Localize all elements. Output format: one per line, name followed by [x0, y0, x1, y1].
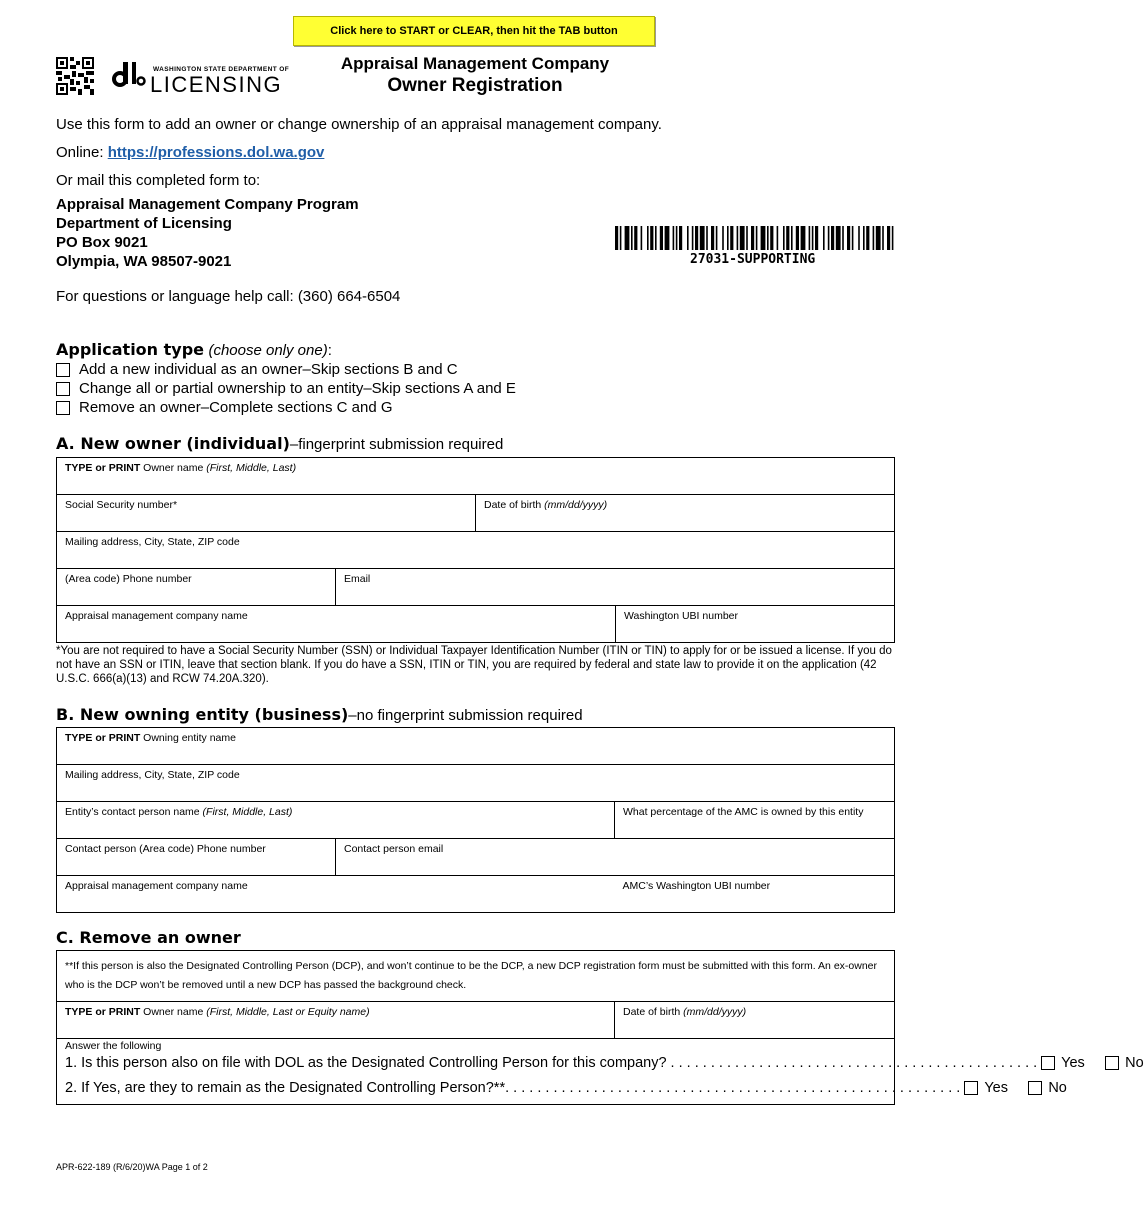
mailing-cell — [57, 532, 895, 569]
checkbox[interactable] — [56, 401, 70, 415]
q1-yes-option[interactable] — [1041, 1055, 1101, 1071]
type-print-label: TYPE or PRINT — [65, 462, 141, 474]
application-type-options — [56, 360, 516, 417]
owner-name-label: Owner name — [140, 462, 207, 474]
percent-input[interactable] — [623, 818, 886, 832]
option-add-individual[interactable] — [56, 360, 516, 379]
online-line — [56, 144, 324, 161]
entity-name-input[interactable] — [65, 744, 886, 758]
questions-cell — [57, 1039, 1144, 1105]
yes-label: Yes — [984, 1080, 1008, 1096]
section-c-heading: C. Remove an owner — [56, 928, 241, 947]
remove-dob-hint: (mm/dd/yyyy) — [683, 1006, 747, 1018]
form-title-line2: Owner Registration — [387, 75, 563, 96]
q2-yes-option[interactable] — [964, 1080, 1024, 1096]
contact-phone-label: Contact person (Area code) Phone number — [65, 843, 266, 855]
address-line: PO Box 9021 — [56, 234, 148, 251]
option-change-entity[interactable] — [56, 379, 516, 398]
no-label: No — [1048, 1080, 1067, 1096]
section-a-heading — [56, 434, 503, 453]
mail-intro: Or mail this completed form to: — [56, 172, 261, 189]
q1-yes-checkbox[interactable] — [1041, 1056, 1055, 1070]
logo-agency-text: WASHINGTON STATE DEPARTMENT OF — [153, 66, 290, 73]
app-type-hint: (choose only one) — [208, 342, 328, 359]
entity-name-label: Owning entity name — [140, 732, 236, 744]
dob-label: Date of birth — [484, 499, 545, 511]
barcode-text: 27031-SUPPORTING — [690, 252, 816, 267]
remove-owner-name-input[interactable] — [65, 1018, 606, 1032]
intro-text: Use this form to add an owner or change ownership of an appraisal management company. — [56, 116, 662, 133]
section-b-heading — [56, 705, 583, 724]
contact-email-cell — [336, 839, 895, 876]
checkbox[interactable] — [56, 363, 70, 377]
mailing-address — [56, 195, 359, 271]
contact-name-input[interactable] — [65, 818, 606, 832]
entity-ubi-input[interactable] — [623, 892, 887, 906]
ubi-cell — [616, 606, 895, 643]
amc-name-input[interactable] — [65, 622, 607, 636]
application-type-heading — [56, 340, 332, 360]
ubi-input[interactable] — [624, 622, 886, 636]
ssn-label: Social Security number* — [65, 499, 178, 511]
entity-ubi-cell — [615, 876, 895, 913]
section-b-tail: –no fingerprint submission required — [348, 707, 583, 724]
contact-name-cell — [57, 802, 615, 839]
question-1-text: 1. Is this person also on file with DOL as the Designated Controlling Person for this company? . . . . . . . . . . . . . . . . . . . . . . . . . . . . . . . . . . . . . . . . . . . . . . — [65, 1055, 1038, 1071]
contact-email-input[interactable] — [344, 855, 886, 869]
q2-no-option[interactable] — [1028, 1080, 1067, 1096]
email-label: Email — [344, 573, 371, 585]
yes-label: Yes — [1061, 1055, 1085, 1071]
q1-no-option[interactable] — [1105, 1055, 1144, 1071]
option-label: Add a new individual as an owner–Skip sections B and C — [79, 361, 458, 378]
option-remove-owner[interactable] — [56, 398, 516, 417]
option-label: Remove an owner–Complete sections C and G — [79, 399, 393, 416]
dob-input[interactable] — [484, 511, 886, 525]
no-label: No — [1125, 1055, 1144, 1071]
question-2-text: 2. If Yes, are they to remain as the Designated Controlling Person?**. . . . . . . . . . . . . . . . . . . . . . . . . . . . . . . . . . . . . . . . . . . . . . . . . . . . . . . . . — [65, 1080, 961, 1096]
mailing-label: Mailing address, City, State, ZIP code — [65, 536, 240, 548]
entity-ubi-label: AMC’s Washington UBI number — [622, 880, 771, 892]
ubi-label: Washington UBI number — [624, 610, 738, 622]
amc-name-cell — [57, 606, 616, 643]
ssn-cell — [57, 495, 476, 532]
form-title-line1: Appraisal Management Company — [340, 54, 610, 73]
entity-mailing-label: Mailing address, City, State, ZIP code — [65, 769, 240, 781]
entity-mailing-cell — [57, 765, 895, 802]
online-label: Online: — [56, 144, 108, 161]
remove-dob-label: Date of birth — [623, 1006, 684, 1018]
remove-owner-name-hint: (First, Middle, Last or Equity name) — [206, 1006, 370, 1018]
address-line: Appraisal Management Company Program — [56, 196, 359, 213]
form-footer: APR-622-189 (R/6/20)WA Page 1 of 2 — [56, 1162, 208, 1172]
section-b-title: B. New owning entity (business) — [56, 705, 349, 724]
contact-email-label: Contact person email — [344, 843, 444, 855]
question-2-row — [65, 1074, 1067, 1102]
ssn-footnote: *You are not required to have a Social Security Number (SSN) or Individual Taxpayer Identification Number (ITIN or TIN) to apply for or be issued a license. If you do not have an SSN or ITIN, leave that section blank. If you do have a SSN, ITIN or TIN, you are required by federal and state law to provide it on the application (42 U.S.C. 666(a)(13) and RCW 74.20A.320). — [56, 645, 892, 685]
owner-name-cell — [57, 458, 895, 495]
start-clear-button[interactable]: Click here to START or CLEAR, then hit the TAB button — [293, 16, 655, 46]
type-print-label: TYPE or PRINT — [65, 1006, 141, 1018]
remove-owner-name-label: Owner name — [140, 1006, 207, 1018]
amc-name-label: Appraisal management company name — [65, 610, 248, 622]
section-c-table — [56, 950, 1144, 1105]
email-input[interactable] — [344, 585, 886, 599]
contact-name-label: Entity’s contact person name — [65, 806, 203, 818]
percent-label: What percentage of the AMC is owned by this entity — [623, 806, 864, 818]
answer-label: Answer the following — [65, 1040, 162, 1052]
entity-amc-name-input[interactable] — [65, 892, 607, 906]
phone-input[interactable] — [65, 585, 327, 599]
remove-dob-input[interactable] — [623, 1018, 886, 1032]
ssn-input[interactable] — [65, 511, 467, 525]
barcode-icon — [615, 226, 895, 250]
remove-owner-name-cell — [57, 1002, 615, 1039]
contact-phone-input[interactable] — [65, 855, 327, 869]
logo-licensing-text: LICENSING — [150, 72, 283, 97]
entity-name-cell — [57, 728, 895, 765]
q1-no-checkbox[interactable] — [1105, 1056, 1119, 1070]
phone-cell — [57, 569, 336, 606]
address-line: Olympia, WA 98507-9021 — [56, 253, 232, 270]
qr-code-icon — [56, 57, 94, 95]
owner-name-input[interactable] — [65, 474, 886, 488]
section-a-title: A. New owner (individual) — [56, 434, 290, 453]
section-b-table — [56, 727, 895, 913]
q2-yes-checkbox[interactable] — [964, 1081, 978, 1095]
section-a-tail: –fingerprint submission required — [289, 436, 504, 453]
question-1-row — [65, 1052, 1144, 1074]
checkbox[interactable] — [56, 382, 70, 396]
type-print-label: TYPE or PRINT — [65, 732, 141, 744]
contact-phone-cell — [57, 839, 336, 876]
dob-cell — [476, 495, 895, 532]
q2-no-checkbox[interactable] — [1028, 1081, 1042, 1095]
entity-amc-name-cell — [57, 876, 615, 913]
help-text: For questions or language help call: (360) 664-6504 — [56, 288, 401, 305]
entity-mailing-input[interactable] — [65, 781, 886, 795]
phone-label: (Area code) Phone number — [65, 573, 192, 585]
owner-name-hint: (First, Middle, Last) — [206, 462, 297, 474]
address-line: Department of Licensing — [56, 215, 232, 232]
email-cell — [336, 569, 895, 606]
percent-cell — [615, 802, 895, 839]
app-type-title: Application type — [56, 340, 205, 359]
option-label: Change all or partial ownership to an entity–Skip sections A and E — [79, 380, 516, 397]
dob-hint: (mm/dd/yyyy) — [544, 499, 608, 511]
entity-amc-name-label: Appraisal management company name — [65, 880, 248, 892]
remove-dob-cell — [615, 1002, 895, 1039]
mailing-input[interactable] — [65, 548, 886, 562]
contact-name-hint: (First, Middle, Last) — [202, 806, 293, 818]
dol-logo-icon — [112, 60, 148, 92]
section-a-table — [56, 457, 895, 643]
online-link[interactable]: https://professions.dol.wa.gov — [107, 144, 325, 161]
dcp-note: **If this person is also the Designated Controlling Person (DCP), and won’t continue to be the DCP, a new DCP registration form must be submitted with this form. An ex-owner who is the DCP won’t be removed until a new DCP has passed the background check. — [57, 951, 895, 1002]
app-type-colon: : — [327, 342, 332, 359]
